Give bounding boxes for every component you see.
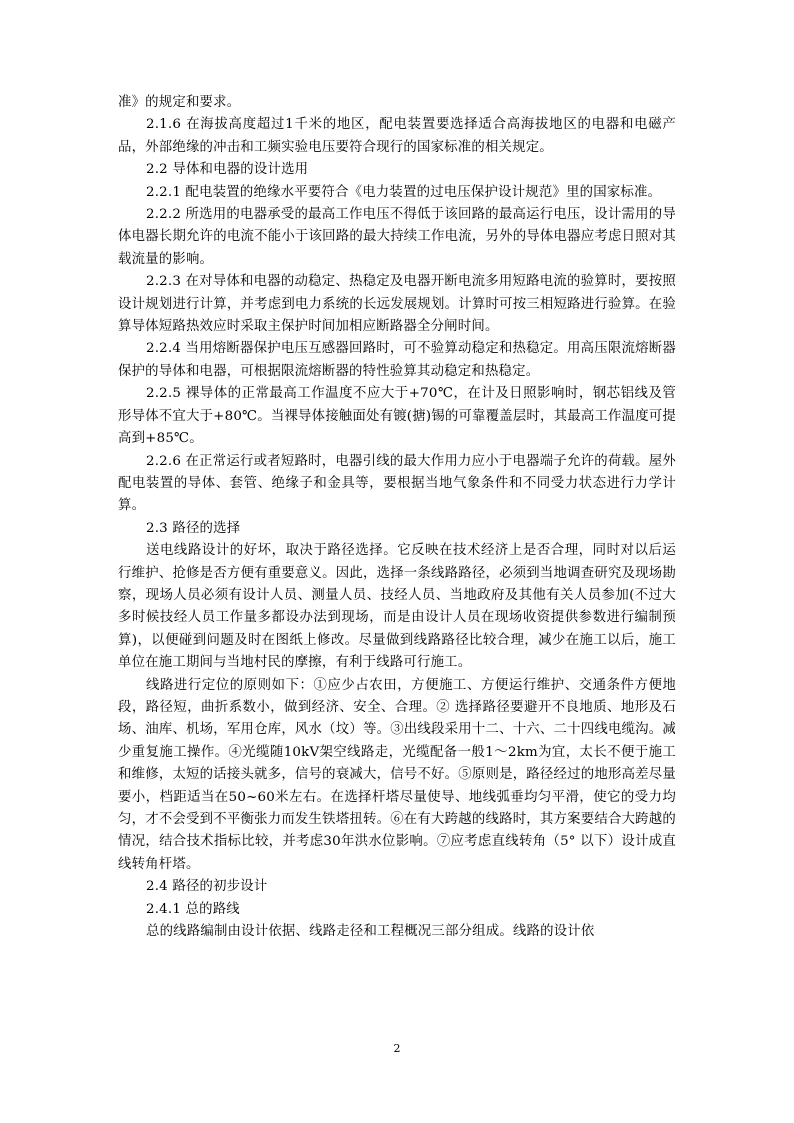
section-heading-2-4: 2.4 路径的初步设计 — [146, 879, 268, 895]
paragraph-2-2-5: 2.2.5 裸导体的正常最高工作温度不应大于+70℃，在计及日照影响时，钢芯铝线及管形导体不宜大于+80℃。当裸导体接触面处有镀(搪)锡的可靠覆盖层时，其最高工作温度可提高到+85℃。 — [118, 386, 676, 447]
paragraph-continuation: 准》的规定和要求。 — [118, 95, 241, 110]
section-heading-2-2: 2.2 导体和电器的设计选用 — [146, 162, 309, 178]
paragraph-overall-route: 总的线路编制由设计依据、线路走径和工程概况三部分组成。线路的设计依 — [146, 924, 595, 940]
paragraph-2-1-6: 2.1.6 在海拔高度超过1千米的地区，配电装置要选择适合高海拔地区的电器和电磁产品，外部绝缘的冲击和工频实验电压要符合现行的国家标准的相关规定。 — [118, 117, 676, 155]
page-number: 2 — [393, 1042, 401, 1055]
paragraph-2-2-4: 2.2.4 当用熔断器保护电压互感器回路时，可不验算动稳定和热稳定。用高压限流熔断器保护的导体和电器，可根据限流熔断器的特性验算其动稳定和热稳定。 — [118, 341, 676, 379]
paragraph-2-2-1: 2.2.1 配电装置的绝缘水平要符合《电力装置的过电压保护设计规范》里的国家标准。 — [146, 184, 662, 200]
section-heading-2-3: 2.3 路径的选择 — [146, 520, 241, 536]
document-body — [118, 92, 676, 943]
paragraph-2-2-2: 2.2.2 所选用的电器承受的最高工作电压不得低于该回路的最高运行电压，设计需用的导体电器长期允许的电流不能小于该回路的最大持续工作电流，另外的导体电器应考虑日照对其载流量的影响。 — [118, 207, 676, 267]
paragraph-routing-principles: 线路进行定位的原则如下：①应少占农田，方便施工、方便运行维护、交通条件方便地段，路径短，曲折系数小，做到经济、安全、合理。② 选择路径要避开不良地质、地形及石场、油库、机场，军用仓库，风水（坟）等。③出线段采用十二、十六、二十四线电缆沟。减少重复施工操作。④光缆随10kV架空线路走，光缆配备一般1～2km为宜，太长不便于施工和维修，太短的话接头就多，信号的衰减大，信号不好。⑤原则是，路径经过的地形高差尽量要小，档距适当在50~60米左右。在选择杆塔尽量使导、地线弧垂均匀平滑，使它的受力均匀，才不会受到不平衡张力而发生铁塔扭转。⑥在有大跨越的线路时，其方案要结合大跨越的情况，结合技术指标比较，并考虑30年洪水位影响。⑦应考虑直线转角（5° 以下）设计成直线转角杆塔。 — [118, 677, 676, 872]
paragraph-2-2-3: 2.2.3 在对导体和电器的动稳定、热稳定及电器开断电流多用短路电流的验算时，要按照设计规划进行计算，并考虑到电力系统的长远发展规划。计算时可按三相短路进行验算。在验算导体短路热效应时采取主保护时间加相应断路器全分闸时间。 — [118, 274, 676, 335]
paragraph-route-selection: 送电线路设计的好坏，取决于路径选择。它反映在技术经济上是否合理，同时对以后运行维护、抢修是否方便有重要意义。因此，选择一条线路路径，必须到当地调查研究及现场勘察，现场人员必须有设计人员、测量人员、技经人员、当地政府及其他有关人员参加(不过大多时候技经人员工作量多都设办法到现场，而是由设计人员在现场收资提供参数进行编制预算)，以便碰到问题及时在图纸上修改。尽量做到线路路径比较合理，减少在施工以后，施工单位在施工期间与当地村民的摩擦，有利于线路可行施工。 — [118, 543, 676, 671]
section-heading-2-4-1: 2.4.1 总的路线 — [146, 901, 240, 917]
paragraph-2-2-6: 2.2.6 在正常运行或者短路时，电器引线的最大作用力应小于电器端子允许的荷载。屋外配电装置的导体、套管、绝缘子和金具等，要根据当地气象条件和不同受力状态进行力学计算。 — [118, 453, 676, 514]
